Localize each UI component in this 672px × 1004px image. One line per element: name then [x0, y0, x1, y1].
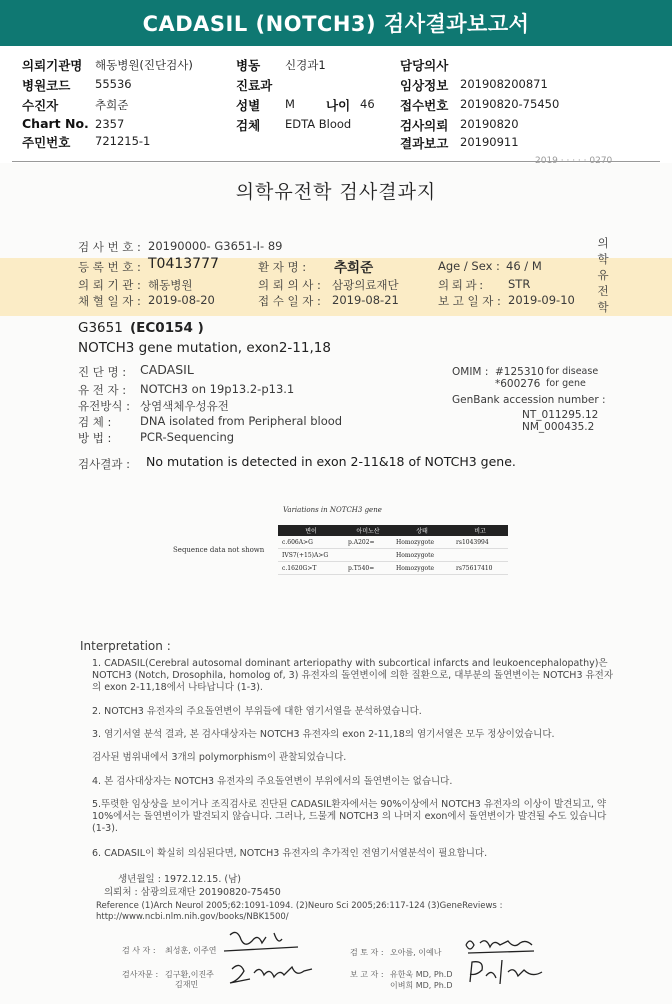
- field-label: 검 체 :: [78, 415, 112, 429]
- header-value: 추희준: [95, 98, 129, 112]
- field-label: 의 뢰 의 사 :: [258, 278, 321, 292]
- header-label: 접수번호: [400, 98, 449, 113]
- genbank-value: NM_000435.2: [522, 421, 595, 433]
- field-label: 진 단 명 :: [78, 365, 127, 379]
- field-label: 의 뢰 기 관 :: [78, 278, 141, 292]
- signer-label: 검사자문 :: [122, 970, 159, 979]
- table-cell: rs1043994: [452, 536, 508, 549]
- interpretation-item: 2. NOTCH3 유전자의 주요돌연변이 부위들에 대한 염기서열을 분석하였습니다.: [92, 706, 422, 717]
- header-value: 20190911: [460, 135, 519, 149]
- header-label: Chart No.: [22, 116, 89, 131]
- header-label: 검사의뢰: [400, 118, 449, 133]
- field-value: T0413777: [148, 256, 219, 272]
- signer-label: 검 사 자 :: [122, 946, 156, 955]
- field-value: 46 / M: [506, 259, 542, 273]
- field-label: 방 법 :: [78, 431, 112, 445]
- field-value: STR: [508, 277, 531, 291]
- table-cell: c.1620G>T: [278, 562, 344, 575]
- field-label: 보 고 일 자 :: [438, 294, 501, 308]
- interpretation-item: 6. CADASIL이 확실히 의심된다면, NOTCH3 유전자의 추가적인 전염기서열분석이 필요합니다.: [92, 848, 488, 859]
- header-value: 201908200871: [460, 77, 548, 91]
- signer-label: 검 토 자 :: [350, 948, 384, 957]
- table-header: 변이: [278, 525, 344, 536]
- signer-names: 김구환,이진주: [165, 970, 214, 979]
- field-value: 추희준: [334, 260, 374, 276]
- header-label: 병동: [236, 58, 261, 73]
- field-value: CADASIL: [140, 362, 194, 377]
- interpretation-title: Interpretation :: [80, 639, 171, 653]
- table-cell: p.T540=: [344, 562, 392, 575]
- interpretation-item: 5.뚜렷한 임상상을 보이거나 조직검사로 진단된 CADASIL환자에서는 90%이상에서 NOTCH3 유전자의 이상이 발견되고, 약 10%에서는 돌연변이가 발견되지 않습니다. 그러나, 드물게 NOTCH3 의 나머지 exon에서 돌연변이가 발견될 수도 있습니다 (1-3).: [92, 799, 607, 834]
- header-value: EDTA Blood: [285, 117, 352, 131]
- field-value: DNA isolated from Peripheral blood: [140, 414, 343, 428]
- header-label: 의뢰기관명: [22, 58, 83, 73]
- field-value: 상염색체우성유전: [140, 399, 229, 413]
- birth-line: 생년월일 : 1972.12.15. (남): [118, 874, 241, 885]
- interpretation-item: 3. 염기서열 분석 결과, 본 검사대상자는 NOTCH3 유전자의 exon 2-11,18의 염기서열은 모두 정상이었습니다.: [92, 729, 555, 740]
- requester-line: 의뢰처 : 삼광의료재단 20190820-75450: [104, 887, 281, 898]
- field-label: 환 자 명 :: [258, 260, 307, 274]
- field-label: 유전방식 :: [78, 399, 130, 413]
- test-name: NOTCH3 gene mutation, exon2-11,18: [78, 340, 331, 356]
- omim-note: for gene: [546, 378, 586, 389]
- result-label: 검사결과 :: [78, 457, 130, 471]
- header-value: 20190820: [460, 117, 519, 131]
- table-cell: Homozygote: [392, 549, 452, 562]
- examiner-signature: [222, 927, 302, 957]
- sequence-note: Sequence data not shown: [173, 546, 265, 554]
- signer-names: 유한욱 MD, Ph.D: [390, 970, 453, 979]
- variations-table: [278, 525, 508, 575]
- omim-value: #125310: [495, 366, 544, 378]
- supervisor-signature: [226, 959, 316, 989]
- header-value: 721215-1: [95, 134, 151, 148]
- field-label: 검 사 번 호 :: [78, 240, 141, 254]
- report-title-bar: [0, 0, 672, 46]
- table-header-row: [278, 525, 508, 536]
- header-value: 신경과1: [285, 58, 326, 72]
- field-label: 유 전 자 :: [78, 383, 127, 397]
- clipped-text: 2019 · · · · · 0270: [535, 156, 613, 166]
- field-label: 의 뢰 과 :: [438, 278, 483, 292]
- table-cell: Homozygote: [392, 562, 452, 575]
- header-label: 결과보고: [400, 136, 449, 151]
- test-code: G3651: [78, 320, 123, 336]
- table-header: 비고: [452, 525, 508, 536]
- header-label: 담당의사: [400, 58, 449, 73]
- header-label: 검체: [236, 118, 261, 133]
- header-value: 55536: [95, 77, 132, 91]
- table-cell: [344, 549, 392, 562]
- signer-label: 보 고 자 :: [350, 970, 384, 979]
- header-value: 해동병원(진단검사): [95, 58, 193, 72]
- field-value: 2019-09-10: [508, 293, 575, 307]
- field-value: 2019-08-21: [332, 293, 399, 307]
- omim-label: OMIM :: [452, 366, 489, 378]
- header-label: 진료과: [236, 78, 273, 93]
- genbank-value: NT_011295.12: [522, 409, 599, 421]
- header-value: 2357: [95, 117, 125, 131]
- signer-names: 김재민: [175, 980, 199, 989]
- genbank-label: GenBank accession number :: [452, 394, 606, 406]
- table-header: 상태: [392, 525, 452, 536]
- omim-value: *600276: [495, 378, 541, 390]
- field-value: 20190000- G3651-I- 89: [148, 239, 283, 253]
- field-value: 해동병원: [148, 278, 193, 292]
- signer-names: 최성훈, 이주연: [165, 946, 217, 955]
- table-row: [278, 562, 508, 575]
- field-value: NOTCH3 on 19p13.2-p13.1: [140, 382, 295, 396]
- test-code-2: (EC0154 ): [130, 320, 204, 336]
- header-value: M: [285, 97, 295, 111]
- omim-note: for disease: [546, 366, 599, 377]
- table-row: [278, 549, 508, 562]
- signer-names: 이벼희 MD, Ph.D: [390, 981, 453, 990]
- header-value: 20190820-75450: [460, 97, 560, 111]
- header-label: 수진자: [22, 98, 59, 113]
- reference-url: http://www.ncbi.nlm.nih.gov/books/NBK1500/: [96, 912, 289, 922]
- scanned-report: [0, 156, 672, 1004]
- table-cell: IVS7(+15)A>G: [278, 549, 344, 562]
- table-cell: c.606A>G: [278, 536, 344, 549]
- reporter-signature: [462, 958, 552, 988]
- side-label: 의학유전학: [597, 236, 609, 314]
- field-label: 등 록 번 호 :: [78, 260, 141, 274]
- header-label: 나이: [326, 98, 351, 113]
- interpretation-item: 검사된 범위내에서 3개의 polymorphism이 관찰되었습니다.: [92, 752, 347, 763]
- field-label: 접 수 일 자 :: [258, 294, 321, 308]
- table-cell: [452, 549, 508, 562]
- table-cell: rs75617410: [452, 562, 508, 575]
- variations-title: Variations in NOTCH3 gene: [283, 506, 382, 514]
- field-value: 2019-08-20: [148, 293, 215, 307]
- field-label: Age / Sex :: [438, 259, 500, 273]
- result-value: No mutation is detected in exon 2-11&18 of NOTCH3 gene.: [146, 454, 516, 469]
- report-heading: 의학유전학 검사결과지: [235, 181, 437, 203]
- header-label: 주민번호: [22, 135, 71, 150]
- field-label: 채 혈 일 자 :: [78, 294, 141, 308]
- interpretation-item: 1. CADASIL(Cerebral autosomal dominant arteriopathy with subcortical infarcts and leukoencephalopathy)은 NOTCH3 (Notch, Drosophila, homolog of, 3) 유전자의 돌연변이에 의한 질환으로, 대부분의 돌연변이는 NOTCH3 유전자의 exon 2-11,18에서 나타납니다 (1-3).: [92, 658, 614, 693]
- patient-header: [0, 50, 672, 162]
- reviewer-signature: [462, 933, 542, 957]
- field-value: 삼광의료재단: [332, 278, 399, 292]
- report-title: CADASIL (NOTCH3) 검사결과보고서: [142, 12, 530, 36]
- header-label: 병원코드: [22, 78, 71, 93]
- field-value: PCR-Sequencing: [140, 430, 235, 444]
- signer-names: 오아름, 이예나: [390, 948, 442, 957]
- table-cell: p.A202=: [344, 536, 392, 549]
- header-label: 성별: [236, 98, 261, 113]
- header-label: 임상정보: [400, 78, 449, 93]
- table-row: [278, 536, 508, 549]
- table-header: 아미노산: [344, 525, 392, 536]
- interpretation-item: 4. 본 검사대상자는 NOTCH3 유전자의 주요돌연변이 부위에서의 돌연변이는 없습니다.: [92, 776, 453, 787]
- reference-line: Reference (1)Arch Neurol 2005;62:1091-1094. (2)Neuro Sci 2005;26:117-124 (3)GeneReviews :: [96, 901, 503, 911]
- table-cell: Homozygote: [392, 536, 452, 549]
- header-value: 46: [360, 97, 375, 111]
